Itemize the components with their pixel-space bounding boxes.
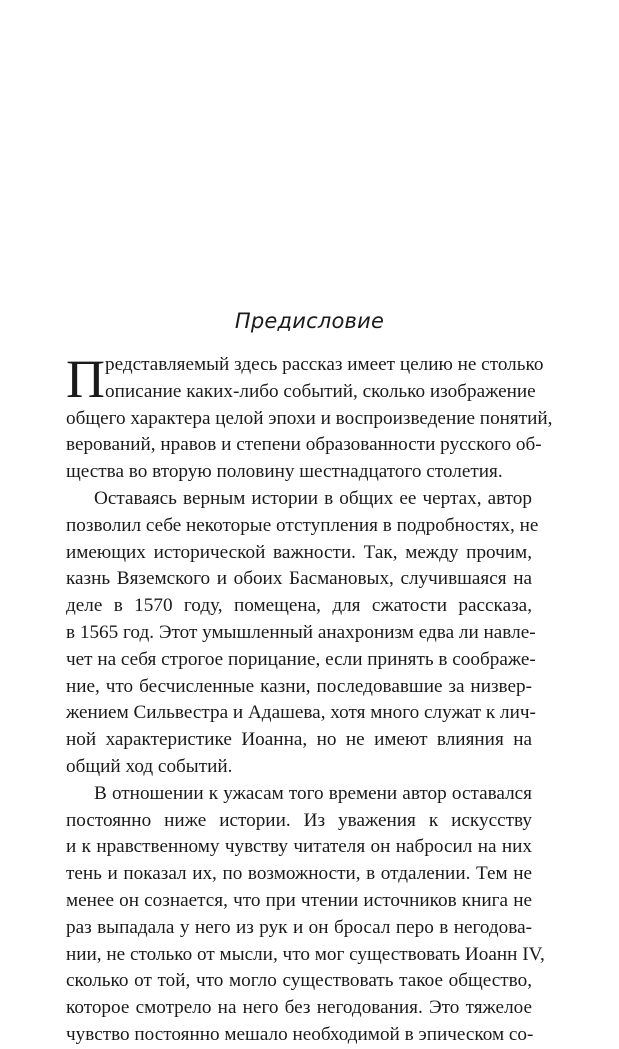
text-line: нии, не столько от мысли, что мог существовать Иоанн IV, <box>66 943 545 965</box>
text-line: раз выпадала у него из рук и он бросал перо в негодова- <box>66 916 532 938</box>
text-line: верований, нравов и степени образованности русского об- <box>66 434 542 456</box>
text-line: В отношении к ужасам того времени автор оставался <box>94 782 532 804</box>
text-line: ной характеристике Иоанна, но не имеют влияния на <box>66 729 532 751</box>
text-line: общего характера целой эпохи и воспроизведение понятий, <box>66 407 553 429</box>
text-line: Оставаясь верным истории в общих ее чертах, автор <box>94 487 532 509</box>
text-line: редставляемый здесь рассказ имеет целию не столько <box>105 354 544 375</box>
text-line: описание каких-либо событий, сколько изображение <box>105 380 536 402</box>
text-line: деле в 1570 году, помещена, для сжатости рассказа, <box>66 595 532 617</box>
text-line: имеющих исторической важности. Так, между прочим, <box>66 541 532 563</box>
text-line: чувство постоянно мешало необходимой в эпическом со- <box>66 1023 534 1045</box>
text-line: тень и показал их, по возможности, в отдалении. Тем не <box>66 863 532 885</box>
text-line: менее он сознается, что при чтении источников книга не <box>66 889 532 911</box>
preface-text <box>66 349 553 1049</box>
text-line: которое смотрело на него без негодования. Это тяжелое <box>66 997 532 1019</box>
text-line: позволил себе некоторые отступления в подробностях, не <box>66 514 539 536</box>
text-line: жением Сильвестра и Адашева, хотя много служат к лич- <box>66 702 536 724</box>
text-line: в 1565 год. Этот умышленный анахронизм едва ли навле- <box>66 621 536 643</box>
page-title: Предисловие <box>234 309 385 333</box>
text-line: ние, что бесчисленные казни, последовавшие за низвер- <box>66 675 532 697</box>
text-line: чет на себя строгое порицание, если принять в соображе- <box>66 648 536 670</box>
text-line: сколько от той, что могло существовать такое общество, <box>66 970 532 992</box>
text-line: щества во вторую половину шестнадцатого столетия. <box>66 461 503 483</box>
text-line: постоянно ниже истории. Из уважения к искусству <box>66 809 532 831</box>
text-line: казнь Вяземского и обоих Басмановых, случившаяся на <box>66 568 532 590</box>
text-line: общий ход событий. <box>66 755 233 777</box>
text-line: и к нравственному чувству читателя он набросил на них <box>66 836 532 858</box>
drop-cap: П <box>66 349 105 409</box>
